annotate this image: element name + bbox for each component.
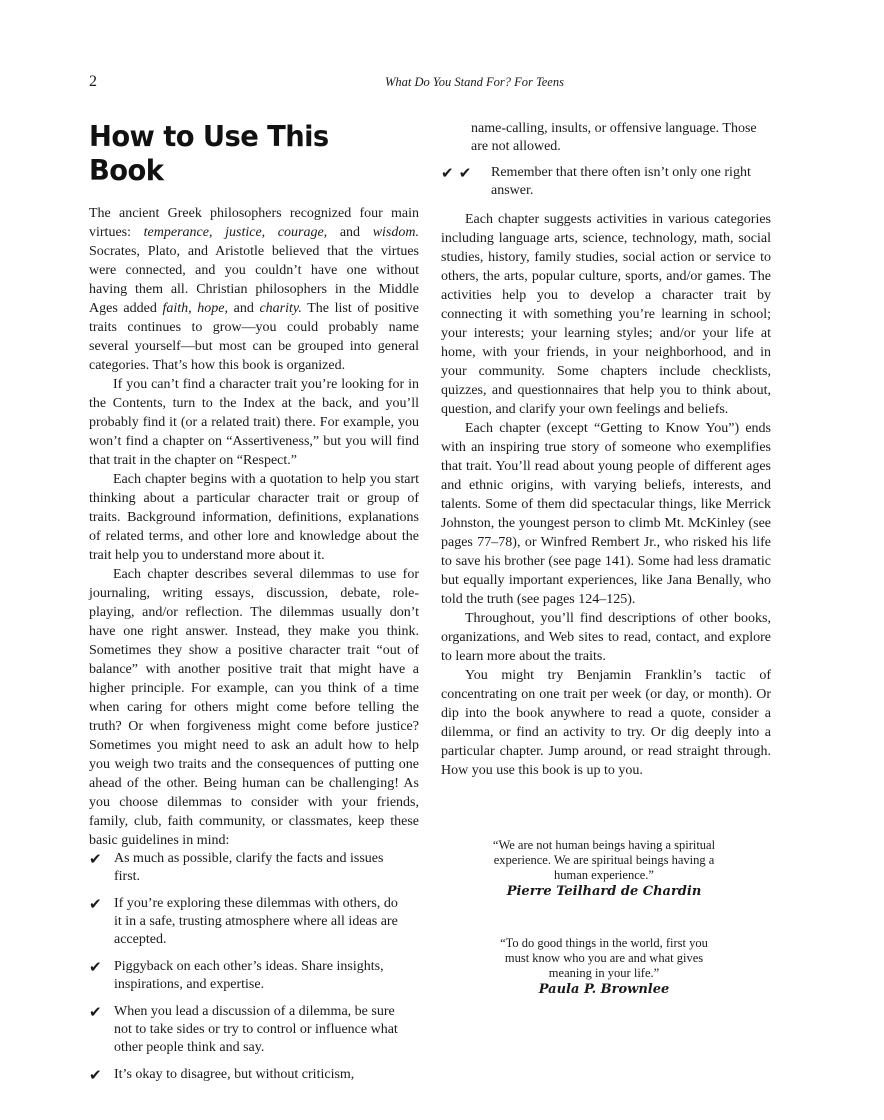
quote-text: “We are not human beings having a spiritual experience. We are spiritual beings having a human experience.” (492, 838, 716, 882)
dilemmas-paragraph: Each chapter describes several dilemmas to use for journaling, writing essays, discussion, debate, role-playing, and/or reflection. The dilemmas usually don’t have one right answer. Instead, they make you think. Sometimes they show a positive character trait “out of balance” with another positive trait that might have a higher principle. For example, can you think of a time when caring for others might come before telling the truth? Or when forgiveness might come before justice? Sometimes you might need to ask an adult how to help you weigh two traits and the consequences of putting one ahead of the other. Being human can be challenging! As you choose dilemmas to consider with your friends, family, club, faith community, or classmates, keep these basic guidelines in mind: (89, 567, 419, 848)
quote-author: Pierre Teilhard de Chardin (506, 884, 702, 899)
intro-paragraph: The ancient Greek philosophers recognized four main virtues: temperance, justice, courage, and wisdom. Socrates, Plato, and Aristotle believed that the virtues were connected, and you couldn’t have one without having them all. Christian philosophers in the Middle Ages added faith, hope, and charity. The list of positive traits continues to grow—you could probably name several yourself—but most can be grouped into general categories. That’s how this book is organized. (89, 206, 420, 373)
activities-paragraph: Each chapter suggests activities in various categories including language arts, science, technology, math, social studies, history, family studies, social action or service to others, the arts, popular culture, sports, and/or games. The activities help you to develop a character trait by connecting it with something you’re learning in school; your interests; your learning styles; and/or your life at home, with your friends, in your neighborhood, and in your community. Some chapters include checklists, quizzes, and questionnaires that help you to think about, question, and clarify your own feelings and beliefs. (441, 212, 771, 417)
checkmark-icon: ✔ ✔ (441, 164, 472, 182)
guidelines-list (89, 850, 419, 1084)
quote-text: “To do good things in the world, first you must know who you are and what gives meaning in your life.” (500, 936, 708, 980)
running-title: What Do You Stand For? For Teens (385, 75, 564, 89)
list-item: ✔ It’s okay to disagree, but without criticism, (89, 1066, 355, 1084)
list-item: ✔ If you’re exploring these dilemmas with others, do it in a safe, trusting atmosphere where all ideas are accepted. (89, 895, 398, 947)
list-item: ✔ As much as possible, clarify the facts and issues first. (89, 850, 384, 884)
index-paragraph: If you can’t find a character trait you’re looking for in the Contents, turn to the Index at the back, and you’ll probably find it (or a related trait) there. For example, you won’t find a chapter on “Assertiveness,” but you will find that trait in the chapter on “Respect.” (89, 377, 419, 468)
quotation-paragraph: Each chapter begins with a quotation to help you start thinking about a particular character trait or group of traits. Background information, definitions, explanations of related terms, and other lore and knowledge about the trait help you to understand more about it. (89, 472, 419, 563)
page-number: 2 (89, 73, 97, 90)
list-item: ✔ ✔ Remember that there often isn’t only one right answer. (441, 164, 751, 198)
quote-brownlee (492, 936, 716, 997)
checkmark-icon: ✔ (89, 958, 102, 976)
guideline-continuation: name-calling, insults, or offensive language. Those are not allowed. (471, 121, 757, 154)
stories-paragraph: Each chapter (except “Getting to Know You”) ends with an inspiring true story of someone who exemplifies that trait. You’ll read about young people of different ages and ethnic origins, with varying beliefs, interests, and talents. Some of them did spectacular things, like Merrick Johnston, the youngest person to climb Mt. McKinley (see pages 77–78), or Winfred Rembert Jr., who risked his life to save his brother (see page 141). Some had less dramatic but equally important experiences, like Jana Benally, who told the truth (see pages 124–125). (441, 421, 771, 607)
checkmark-icon: ✔ (89, 1066, 102, 1084)
checkmark-icon: ✔ (89, 1003, 102, 1021)
left-column (89, 120, 419, 1084)
resources-paragraph: Throughout, you’ll find descriptions of other books, organizations, and Web sites to read, contact, and explore to learn more about the traits. (441, 611, 771, 664)
quote-author: Paula P. Brownlee (538, 982, 670, 997)
checkmark-icon: ✔ (89, 850, 102, 868)
franklin-paragraph: You might try Benjamin Franklin’s tactic of concentrating on one trait per week (or day, or month). Or dip into the book anywhere to read a quote, consider a dilemma, or find an activity to try. Or dig deeply into a particular chapter. Jump around, or read straight through. How you use this book is up to you. (441, 668, 771, 778)
section-heading: How to Use This Book (89, 120, 329, 187)
list-item: ✔ When you lead a discussion of a dilemma, be sure not to take sides or try to control or influence what other people think and say. (89, 1003, 398, 1055)
checkmark-icon: ✔ (89, 895, 102, 913)
quote-chardin (492, 838, 716, 899)
right-column (441, 120, 771, 780)
list-item: ✔ Piggyback on each other’s ideas. Share insights, inspirations, and expertise. (89, 958, 384, 992)
